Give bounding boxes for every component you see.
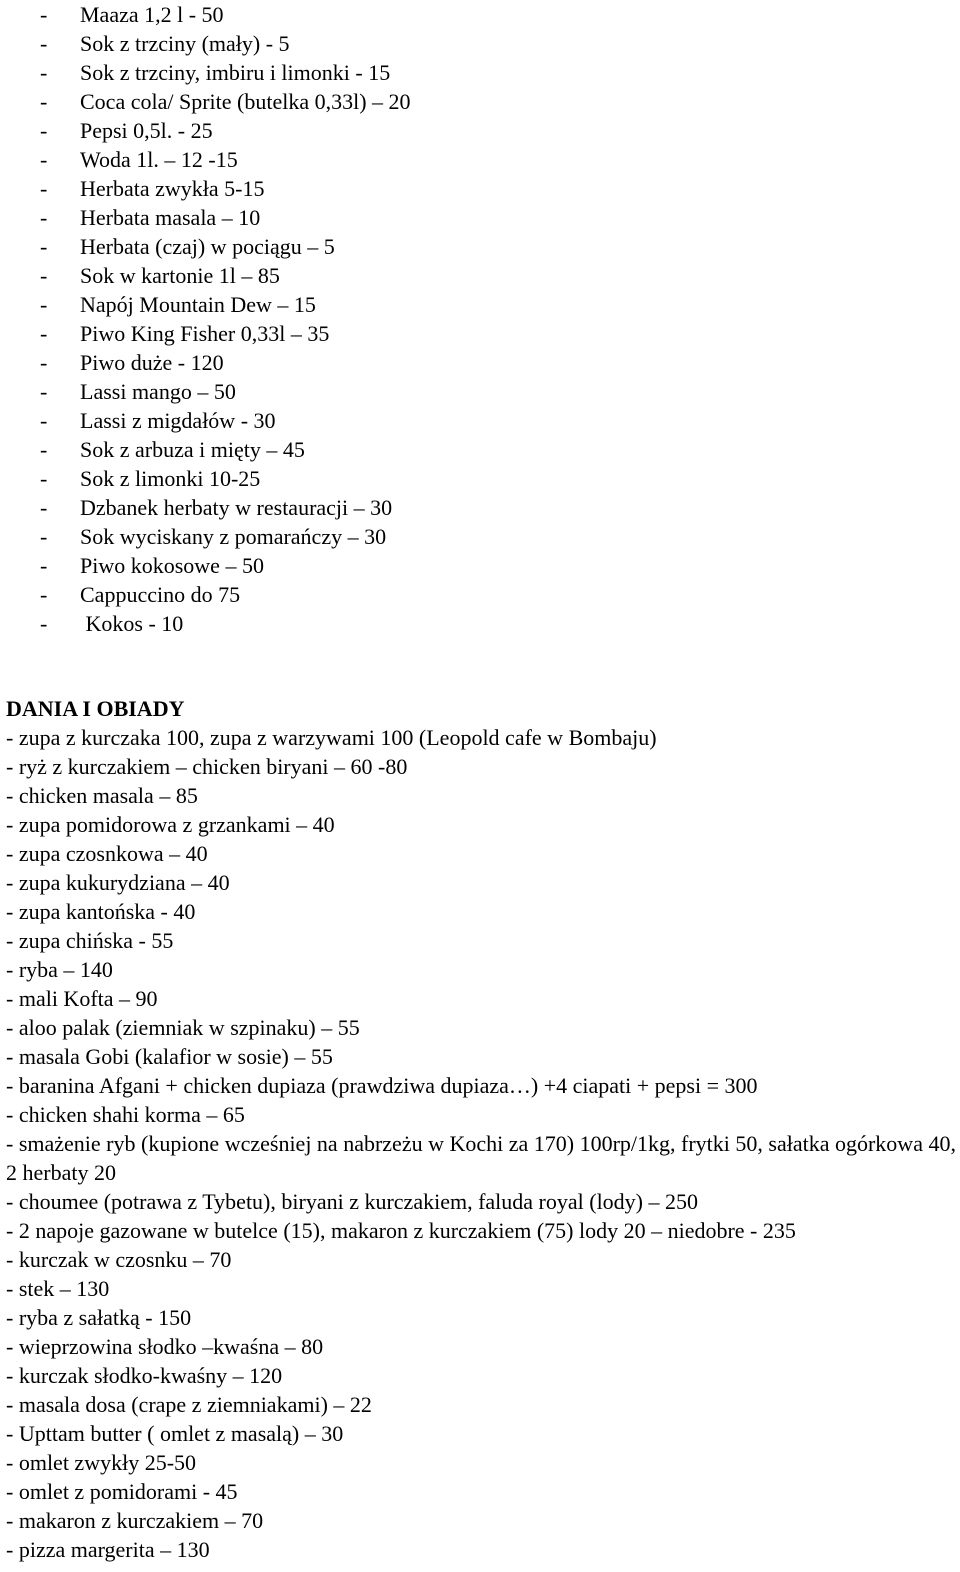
list-dash: - <box>40 495 48 520</box>
drink-item-text: Sok wyciskany z pomarańczy – 30 <box>80 524 387 549</box>
dish-list-item: - pizza margerita – 130 <box>6 1537 210 1562</box>
drink-item-text: Piwo King Fisher 0,33l – 35 <box>80 321 330 346</box>
drink-list-item <box>40 493 411 522</box>
drink-item-text: Dzbanek herbaty w restauracji – 30 <box>80 495 393 520</box>
drinks-list <box>40 0 411 638</box>
list-dash: - <box>40 611 48 636</box>
dish-list-item: - chicken masala – 85 <box>6 783 198 808</box>
dish-list-item: - zupa pomidorowa z grzankami – 40 <box>6 812 335 837</box>
dish-list-item: - wieprzowina słodko –kwaśna – 80 <box>6 1334 324 1359</box>
list-dash: - <box>40 466 48 491</box>
drink-item-text: Sok z arbuza i mięty – 45 <box>80 437 305 462</box>
dishes-list <box>6 723 956 1564</box>
dish-list-item: - chicken shahi korma – 65 <box>6 1102 245 1127</box>
dish-list-item: - baranina Afgani + chicken dupiaza (prawdziwa dupiaza…) +4 ciapati + pepsi = 300 <box>6 1073 758 1098</box>
drink-list-item <box>40 261 411 290</box>
dish-list-item: - zupa czosnkowa – 40 <box>6 841 208 866</box>
dish-list-item: - zupa kukurydziana – 40 <box>6 870 230 895</box>
dish-list-item: - zupa chińska - 55 <box>6 928 174 953</box>
list-dash: - <box>40 553 48 578</box>
list-dash: - <box>40 437 48 462</box>
dish-list-item: - kurczak w czosnku – 70 <box>6 1247 232 1272</box>
drink-list-item <box>40 464 411 493</box>
drink-item-text: Sok z trzciny (mały) - 5 <box>80 31 290 56</box>
drink-item-text: Sok z trzciny, imbiru i limonki - 15 <box>80 60 391 85</box>
drink-list-item <box>40 232 411 261</box>
list-dash: - <box>40 582 48 607</box>
drink-item-text: Sok w kartonie 1l – 85 <box>80 263 280 288</box>
list-dash: - <box>40 89 48 114</box>
drink-item-text: Woda 1l. – 12 -15 <box>80 147 238 172</box>
list-dash: - <box>40 205 48 230</box>
list-dash: - <box>40 292 48 317</box>
list-dash: - <box>40 408 48 433</box>
drink-item-text: Cappuccino do 75 <box>80 582 241 607</box>
drink-list-item <box>40 551 411 580</box>
dish-list-item: - zupa kantońska - 40 <box>6 899 196 924</box>
dish-list-item: - smażenie ryb (kupione wcześniej na nabrzeżu w Kochi za 170) 100rp/1kg, frytki 50, sałatka ogórkowa 40, 2 herbaty 20 <box>6 1131 956 1185</box>
drink-list-item <box>40 609 411 638</box>
drink-list-item <box>40 29 411 58</box>
drink-list-item <box>40 435 411 464</box>
drink-list-item <box>40 290 411 319</box>
list-dash: - <box>40 118 48 143</box>
drink-list-item <box>40 319 411 348</box>
list-dash: - <box>40 234 48 259</box>
dish-list-item: - omlet zwykły 25-50 <box>6 1450 197 1475</box>
drink-item-text: Herbata zwykła 5-15 <box>80 176 265 201</box>
section-heading-dishes: DANIA I OBIADY <box>6 696 185 721</box>
drink-item-text: Lassi z migdałów - 30 <box>80 408 276 433</box>
drink-item-text: Herbata masala – 10 <box>80 205 261 230</box>
dish-list-item: - ryż z kurczakiem – chicken biryani – 60 -80 <box>6 754 408 779</box>
dish-list-item: - 2 napoje gazowane w butelce (15), makaron z kurczakiem (75) lody 20 – niedobre - 235 <box>6 1218 796 1243</box>
list-dash: - <box>40 31 48 56</box>
drink-item-text: Pepsi 0,5l. - 25 <box>80 118 213 143</box>
drink-item-text: Lassi mango – 50 <box>80 379 236 404</box>
list-dash: - <box>40 524 48 549</box>
list-dash: - <box>40 147 48 172</box>
drink-item-text: Sok z limonki 10-25 <box>80 466 261 491</box>
dish-list-item: - mali Kofta – 90 <box>6 986 158 1011</box>
drink-item-text: Coca cola/ Sprite (butelka 0,33l) – 20 <box>80 89 411 114</box>
drink-list-item <box>40 522 411 551</box>
dish-list-item: - Upttam butter ( omlet z masalą) – 30 <box>6 1421 344 1446</box>
dish-list-item: - kurczak słodko-kwaśny – 120 <box>6 1363 283 1388</box>
dish-list-item: - zupa z kurczaka 100, zupa z warzywami 100 (Leopold cafe w Bombaju) <box>6 725 657 750</box>
drink-list-item <box>40 377 411 406</box>
drink-item-text: Piwo duże - 120 <box>80 350 224 375</box>
list-dash: - <box>40 2 48 27</box>
list-dash: - <box>40 176 48 201</box>
drink-list-item <box>40 58 411 87</box>
drink-list-item <box>40 203 411 232</box>
drink-item-text: Maaza 1,2 l - 50 <box>80 2 224 27</box>
drink-item-text: Herbata (czaj) w pociągu – 5 <box>80 234 335 259</box>
list-dash: - <box>40 350 48 375</box>
drink-list-item <box>40 116 411 145</box>
drink-list-item <box>40 174 411 203</box>
list-dash: - <box>40 60 48 85</box>
dish-list-item: - ryba z sałatką - 150 <box>6 1305 192 1330</box>
drink-list-item <box>40 406 411 435</box>
drink-list-item <box>40 145 411 174</box>
dish-list-item: - masala dosa (crape z ziemniakami) – 22 <box>6 1392 372 1417</box>
drink-list-item <box>40 0 411 29</box>
drink-list-item <box>40 348 411 377</box>
list-dash: - <box>40 263 48 288</box>
drink-list-item <box>40 580 411 609</box>
drink-item-text: Kokos - 10 <box>80 611 184 636</box>
list-dash: - <box>40 321 48 346</box>
dish-list-item: - choumee (potrawa z Tybetu), biryani z kurczakiem, faluda royal (lody) – 250 <box>6 1189 699 1214</box>
drink-list-item <box>40 87 411 116</box>
drink-item-text: Napój Mountain Dew – 15 <box>80 292 316 317</box>
dish-list-item: - makaron z kurczakiem – 70 <box>6 1508 264 1533</box>
list-dash: - <box>40 379 48 404</box>
drink-item-text: Piwo kokosowe – 50 <box>80 553 264 578</box>
dish-list-item: - stek – 130 <box>6 1276 110 1301</box>
dish-list-item: - aloo palak (ziemniak w szpinaku) – 55 <box>6 1015 360 1040</box>
dish-list-item: - masala Gobi (kalafior w sosie) – 55 <box>6 1044 333 1069</box>
dish-list-item: - ryba – 140 <box>6 957 113 982</box>
dish-list-item: - omlet z pomidorami - 45 <box>6 1479 238 1504</box>
